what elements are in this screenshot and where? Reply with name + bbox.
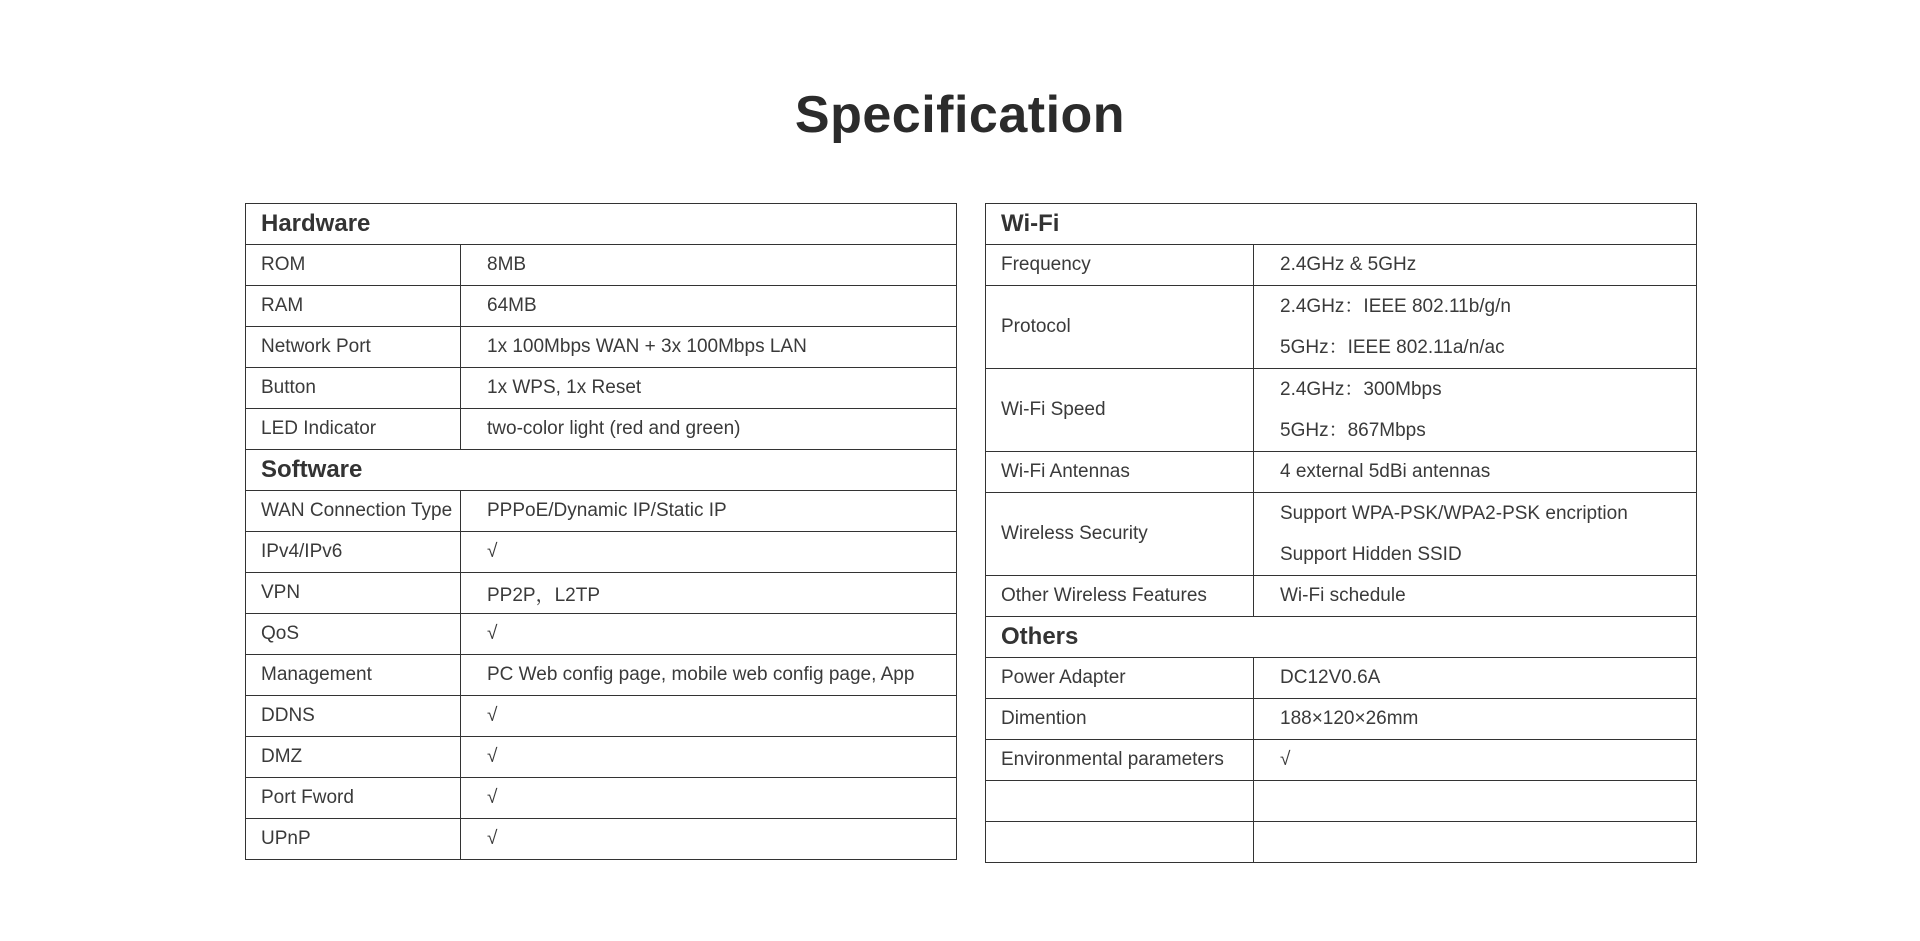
spec-table-right <box>985 203 1697 863</box>
table-row <box>986 658 1697 699</box>
table-row <box>246 368 957 409</box>
table-row <box>246 819 957 860</box>
spec-label: LED Indicator <box>246 409 461 450</box>
spec-value: 1x WPS, 1x Reset <box>461 368 957 409</box>
section-heading-software: Software <box>246 450 957 491</box>
spec-value: √ <box>1254 740 1697 781</box>
spec-value <box>1254 493 1697 576</box>
table-row <box>986 245 1697 286</box>
empty-cell <box>1254 822 1697 863</box>
spec-value: PC Web config page, mobile web config page, App <box>461 655 957 696</box>
spec-value: √ <box>461 737 957 778</box>
spec-value: 8MB <box>461 245 957 286</box>
section-heading-hardware: Hardware <box>246 204 957 245</box>
table-row <box>246 245 957 286</box>
table-row <box>246 737 957 778</box>
spec-value: √ <box>461 778 957 819</box>
spec-label: UPnP <box>246 819 461 860</box>
spec-table-left <box>245 203 957 860</box>
table-row <box>246 409 957 450</box>
spec-label: Wi-Fi Antennas <box>986 452 1254 493</box>
spec-label: Dimention <box>986 699 1254 740</box>
spec-value: PPPoE/Dynamic IP/Static IP <box>461 491 957 532</box>
spec-label: Button <box>246 368 461 409</box>
spec-label: Wireless Security <box>986 493 1254 576</box>
spec-label: Other Wireless Features <box>986 576 1254 617</box>
spec-label: DMZ <box>246 737 461 778</box>
table-row <box>986 740 1697 781</box>
spec-label: DDNS <box>246 696 461 737</box>
spec-label: Wi-Fi Speed <box>986 369 1254 452</box>
section-header-row <box>986 617 1697 658</box>
spec-label: QoS <box>246 614 461 655</box>
spec-value-line: Support Hidden SSID <box>1280 544 1462 565</box>
table-row <box>246 286 957 327</box>
spec-value: √ <box>461 819 957 860</box>
spec-label: Management <box>246 655 461 696</box>
spec-value: √ <box>461 532 957 573</box>
table-row <box>986 699 1697 740</box>
section-heading-wifi: Wi-Fi <box>986 204 1697 245</box>
spec-value: PP2P，L2TP <box>461 573 957 614</box>
spec-value-line: 2.4GHz：300Mbps <box>1280 379 1442 400</box>
spec-value: 4 external 5dBi antennas <box>1254 452 1697 493</box>
section-header-row <box>246 450 957 491</box>
table-row <box>246 778 957 819</box>
table-row <box>986 576 1697 617</box>
table-row <box>986 369 1697 452</box>
spec-value: √ <box>461 696 957 737</box>
section-heading-others: Others <box>986 617 1697 658</box>
empty-row <box>986 822 1697 863</box>
table-row <box>246 327 957 368</box>
spec-value-line: 2.4GHz：IEEE 802.11b/g/n <box>1280 296 1511 317</box>
spec-value: Wi-Fi schedule <box>1254 576 1697 617</box>
section-header-row <box>246 204 957 245</box>
spec-label: WAN Connection Type <box>246 491 461 532</box>
spec-label: Port Fword <box>246 778 461 819</box>
table-row <box>986 452 1697 493</box>
spec-label: Frequency <box>986 245 1254 286</box>
spec-label: IPv4/IPv6 <box>246 532 461 573</box>
spec-label: Environmental parameters <box>986 740 1254 781</box>
table-row <box>246 491 957 532</box>
spec-label: RAM <box>246 286 461 327</box>
table-row <box>986 286 1697 369</box>
spec-label: ROM <box>246 245 461 286</box>
page-title: Specification <box>794 86 1126 144</box>
spec-label: Network Port <box>246 327 461 368</box>
spec-value-line: 5GHz：867Mbps <box>1280 420 1426 441</box>
spec-value: 2.4GHz & 5GHz <box>1254 245 1697 286</box>
spec-value: two-color light (red and green) <box>461 409 957 450</box>
table-row <box>246 532 957 573</box>
table-row <box>246 655 957 696</box>
spec-value <box>1254 369 1697 452</box>
table-row <box>246 573 957 614</box>
spec-value: √ <box>461 614 957 655</box>
spec-value: DC12V0.6A <box>1254 658 1697 699</box>
table-row <box>246 696 957 737</box>
spec-value-line: Support WPA-PSK/WPA2-PSK encription <box>1280 503 1628 524</box>
spec-value: 188×120×26mm <box>1254 699 1697 740</box>
table-row <box>246 614 957 655</box>
spec-label: VPN <box>246 573 461 614</box>
table-row <box>986 493 1697 576</box>
spec-value-line: 5GHz：IEEE 802.11a/n/ac <box>1280 337 1505 358</box>
spec-value <box>1254 286 1697 369</box>
spec-value: 1x 100Mbps WAN + 3x 100Mbps LAN <box>461 327 957 368</box>
empty-cell <box>986 822 1254 863</box>
spec-label: Power Adapter <box>986 658 1254 699</box>
spec-label: Protocol <box>986 286 1254 369</box>
empty-row <box>986 781 1697 822</box>
empty-cell <box>986 781 1254 822</box>
empty-cell <box>1254 781 1697 822</box>
section-header-row <box>986 204 1697 245</box>
spec-value: 64MB <box>461 286 957 327</box>
